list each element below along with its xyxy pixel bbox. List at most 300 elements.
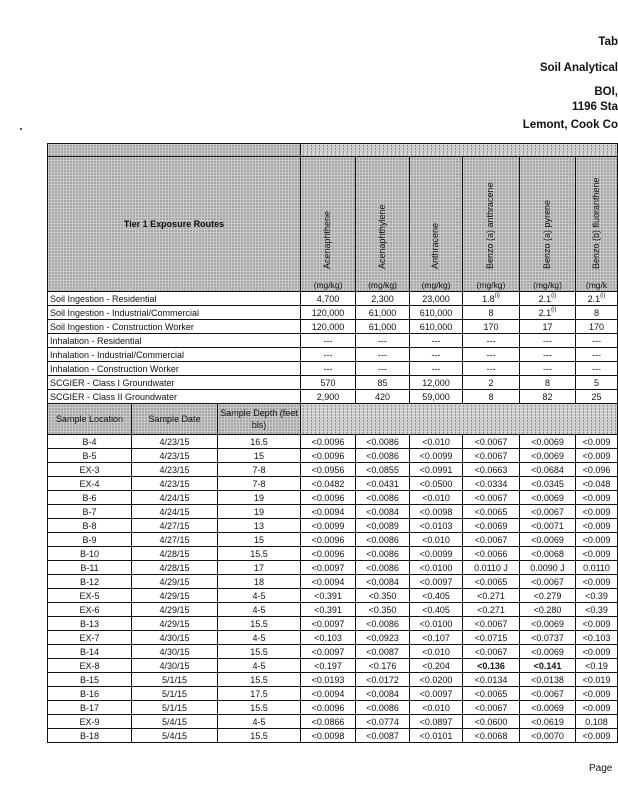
sample-depth: 15.5 — [218, 673, 301, 687]
sample-depth: 15.5 — [218, 701, 301, 715]
sample-location-header — [48, 404, 132, 435]
result-value: <0.350 — [356, 589, 410, 603]
table-row — [48, 617, 618, 631]
sample-location: B-17 — [48, 701, 132, 715]
sample-location: EX-5 — [48, 589, 132, 603]
criteria-value — [576, 348, 618, 362]
result-value: <0.0600 — [463, 715, 520, 729]
result-value: <0.0172 — [356, 673, 410, 687]
sample-depth: 17 — [218, 561, 301, 575]
result-value: <0.009 — [576, 505, 618, 519]
sample-location: EX-3 — [48, 463, 132, 477]
sample-date: 4/29/15 — [132, 603, 218, 617]
criteria-number: 170 — [483, 321, 499, 332]
criteria-number: 61,000 — [368, 307, 397, 318]
sample-location-label: Sample Location — [55, 414, 124, 424]
sample-date: 4/24/15 — [132, 491, 218, 505]
result-value: <0.0086 — [356, 561, 410, 575]
result-value: <0.141 — [520, 659, 576, 673]
sample-date: 4/29/15 — [132, 575, 218, 589]
table-row — [48, 659, 618, 673]
table-row — [48, 715, 618, 729]
criteria-value — [520, 376, 576, 390]
result-value: <0.0737 — [520, 631, 576, 645]
result-value: <0.0619 — [520, 715, 576, 729]
sample-location: EX-4 — [48, 477, 132, 491]
criteria-number: 8 — [488, 391, 494, 402]
analyte-unit: (mg/kg) — [476, 280, 506, 290]
sample-location: B-12 — [48, 575, 132, 589]
sample-depth-header — [218, 404, 301, 435]
result-value: <0.0099 — [410, 547, 463, 561]
result-value: <0.009 — [576, 687, 618, 701]
criteria-number: 120,000 — [311, 321, 345, 332]
result-value: <0.350 — [356, 603, 410, 617]
sample-location: EX-9 — [48, 715, 132, 729]
sample-date-label: Sample Date — [148, 414, 201, 424]
sample-date: 4/29/15 — [132, 617, 218, 631]
sample-location: EX-8 — [48, 659, 132, 673]
result-value: 0.108 — [576, 715, 618, 729]
sample-location: B-14 — [48, 645, 132, 659]
criteria-value — [356, 390, 410, 404]
criteria-value — [463, 348, 520, 362]
criteria-number: --- — [543, 349, 552, 360]
table-row — [48, 491, 618, 505]
table-row — [48, 505, 618, 519]
result-value: <0.0096 — [301, 435, 356, 449]
result-value: <0.0069 — [463, 519, 520, 533]
page-number: Page — [589, 763, 613, 774]
criteria-value — [463, 390, 520, 404]
result-value: <0.009 — [576, 729, 618, 743]
sample-date: 4/30/15 — [132, 645, 218, 659]
result-value: <0.136 — [463, 659, 520, 673]
analyte-header-2 — [410, 157, 463, 292]
table-row — [48, 547, 618, 561]
criteria-value — [520, 334, 576, 348]
criteria-label: Inhalation - Construction Worker — [48, 362, 301, 376]
criteria-value — [576, 390, 618, 404]
criteria-row — [48, 348, 618, 362]
result-value: 0.0110 J — [463, 561, 520, 575]
result-value: <0.009 — [576, 617, 618, 631]
criteria-value — [356, 306, 410, 320]
sample-depth: 4-5 — [218, 603, 301, 617]
criteria-label: Inhalation - Residential — [48, 334, 301, 348]
criteria-number: --- — [592, 363, 601, 374]
criteria-value — [301, 376, 356, 390]
result-value: <0.0086 — [356, 547, 410, 561]
result-value: <0.009 — [576, 519, 618, 533]
criteria-label: Soil Ingestion - Industrial/Commercial — [48, 306, 301, 320]
criteria-number: 570 — [320, 377, 336, 388]
criteria-number: 25 — [591, 391, 602, 402]
sample-depth: 7-8 — [218, 463, 301, 477]
criteria-value — [410, 390, 463, 404]
criteria-value — [520, 390, 576, 404]
result-value: <0.0067 — [463, 617, 520, 631]
criteria-value — [410, 348, 463, 362]
criteria-value — [576, 376, 618, 390]
criteria-number: 5 — [593, 377, 599, 388]
sample-location: B-13 — [48, 617, 132, 631]
result-value: <0.280 — [520, 603, 576, 617]
criteria-number: --- — [543, 363, 552, 374]
result-value: <0.279 — [520, 589, 576, 603]
criteria-row — [48, 390, 618, 404]
result-value: <0.0897 — [410, 715, 463, 729]
result-value: <0.0086 — [356, 435, 410, 449]
result-value: <0.0101 — [410, 729, 463, 743]
result-value: <0.0098 — [301, 729, 356, 743]
result-value: <0.009 — [576, 701, 618, 715]
analyte-name: Anthracene — [430, 222, 440, 269]
sample-header-fill — [301, 404, 618, 435]
criteria-number: 8 — [593, 307, 599, 318]
result-value: <0.0067 — [463, 533, 520, 547]
result-value: <0.0089 — [356, 519, 410, 533]
result-value: <0.0097 — [301, 645, 356, 659]
criteria-value — [576, 334, 618, 348]
soil-analytical-table — [47, 143, 618, 743]
sample-depth: 16.5 — [218, 435, 301, 449]
criteria-number: 2 — [488, 377, 494, 388]
table-row — [48, 687, 618, 701]
criteria-row — [48, 320, 618, 334]
result-value: <0.405 — [410, 603, 463, 617]
sample-date: 4/28/15 — [132, 547, 218, 561]
sample-depth: 13 — [218, 519, 301, 533]
site-name: BOI, — [594, 86, 618, 98]
result-value: <0.0067 — [520, 575, 576, 589]
criteria-number: --- — [592, 335, 601, 346]
table-title: Tab — [598, 36, 618, 48]
sample-date: 4/28/15 — [132, 561, 218, 575]
result-value: 0.0090 J — [520, 561, 576, 575]
result-value: <0.0087 — [356, 729, 410, 743]
sample-depth: 15 — [218, 533, 301, 547]
result-value: <0.0068 — [463, 729, 520, 743]
table-row — [48, 435, 618, 449]
result-value: <0.0067 — [463, 645, 520, 659]
result-value: <0.0098 — [410, 505, 463, 519]
result-value: <0.176 — [356, 659, 410, 673]
result-value: <0.0099 — [301, 519, 356, 533]
result-value: <0.009 — [576, 435, 618, 449]
result-value: <0.0103 — [410, 519, 463, 533]
result-value: <0.0100 — [410, 561, 463, 575]
criteria-value — [356, 362, 410, 376]
criteria-value — [410, 362, 463, 376]
criteria-number: 82 — [542, 391, 553, 402]
criteria-number: --- — [486, 363, 496, 374]
analyte-header-top — [301, 144, 618, 157]
table-row — [48, 449, 618, 463]
sample-date: 4/23/15 — [132, 435, 218, 449]
result-value: <0.0065 — [463, 505, 520, 519]
criteria-value — [301, 348, 356, 362]
result-value: <0.0097 — [410, 575, 463, 589]
criteria-value — [520, 348, 576, 362]
analyte-unit: (mg/kg) — [368, 280, 397, 290]
analyte-header-row — [48, 157, 618, 292]
sample-date: 4/23/15 — [132, 477, 218, 491]
result-value: <0.0866 — [301, 715, 356, 729]
table-row — [48, 701, 618, 715]
result-value: <0.0097 — [410, 687, 463, 701]
sample-date: 5/4/15 — [132, 715, 218, 729]
sample-location: B-15 — [48, 673, 132, 687]
result-value: <0.0070 — [520, 729, 576, 743]
sample-depth: 15 — [218, 449, 301, 463]
result-value: <0.0094 — [301, 505, 356, 519]
criteria-value — [356, 320, 410, 334]
sample-date: 4/24/15 — [132, 505, 218, 519]
result-value: <0.0684 — [520, 463, 576, 477]
result-value: <0.405 — [410, 589, 463, 603]
sample-date: 4/30/15 — [132, 659, 218, 673]
result-value: <0.0084 — [356, 575, 410, 589]
result-value: <0.0094 — [301, 687, 356, 701]
criteria-value — [576, 292, 618, 306]
sample-depth: 4-5 — [218, 659, 301, 673]
criteria-number: 12,000 — [422, 377, 450, 388]
result-value: <0.0086 — [356, 701, 410, 715]
criteria-label: Soil Ingestion - Residential — [48, 292, 301, 306]
sample-location: B-8 — [48, 519, 132, 533]
result-value: 0.0110 — [576, 561, 618, 575]
result-value: <0.0923 — [356, 631, 410, 645]
sample-location: EX-6 — [48, 603, 132, 617]
result-value: <0.010 — [410, 645, 463, 659]
criteria-value — [356, 348, 410, 362]
sample-location: B-5 — [48, 449, 132, 463]
analyte-header-5 — [576, 157, 618, 292]
sample-date-header — [132, 404, 218, 435]
criteria-number: 2.1 — [538, 293, 552, 304]
criteria-number: --- — [378, 363, 387, 374]
criteria-value — [410, 306, 463, 320]
result-value: <0.0345 — [520, 477, 576, 491]
criteria-value — [463, 306, 520, 320]
criteria-number: 59,000 — [422, 391, 450, 402]
criteria-value — [463, 334, 520, 348]
sample-depth: 19 — [218, 491, 301, 505]
result-value: <0.0096 — [301, 533, 356, 547]
criteria-number: 2,300 — [371, 293, 394, 304]
criteria-number: --- — [323, 335, 333, 346]
criteria-number: --- — [431, 349, 441, 360]
result-value: <0.0500 — [410, 477, 463, 491]
criteria-value — [520, 306, 576, 320]
result-value: <0.19 — [576, 659, 618, 673]
result-value: <0.0138 — [520, 673, 576, 687]
footnote-marker: (i) — [600, 292, 606, 299]
result-value: <0.0069 — [520, 491, 576, 505]
table-row — [48, 463, 618, 477]
result-value: <0.0084 — [356, 505, 410, 519]
footnote-marker: (i) — [494, 292, 500, 299]
analyte-header-1 — [356, 157, 410, 292]
criteria-value — [410, 320, 463, 334]
result-value: <0.39 — [576, 603, 618, 617]
criteria-label: Inhalation - Industrial/Commercial — [48, 348, 301, 362]
sample-location: B-18 — [48, 729, 132, 743]
sample-depth: 18 — [218, 575, 301, 589]
criteria-label: SCGIER - Class I Groundwater — [48, 376, 301, 390]
scan-speck — [20, 128, 22, 130]
criteria-number: --- — [431, 363, 441, 374]
result-value: <0.0067 — [463, 491, 520, 505]
criteria-number: --- — [486, 335, 496, 346]
result-value: <0.0094 — [301, 575, 356, 589]
table-subtitle: Soil Analytical — [539, 62, 618, 74]
sample-depth: 7-8 — [218, 477, 301, 491]
result-value: <0.0067 — [520, 687, 576, 701]
sample-date: 4/27/15 — [132, 533, 218, 547]
sample-depth: 17.5 — [218, 687, 301, 701]
criteria-value — [301, 292, 356, 306]
criteria-number: 610,000 — [419, 321, 453, 332]
criteria-number: 420 — [374, 391, 391, 402]
criteria-value — [463, 376, 520, 390]
criteria-number: 8 — [488, 307, 494, 318]
sample-depth: 4-5 — [218, 589, 301, 603]
result-value: <0.0086 — [356, 491, 410, 505]
result-value: <0.096 — [576, 463, 618, 477]
result-value: <0.0069 — [520, 645, 576, 659]
criteria-value — [463, 362, 520, 376]
criteria-row — [48, 362, 618, 376]
result-value: <0.0069 — [520, 533, 576, 547]
criteria-number: --- — [543, 335, 552, 346]
table-row — [48, 561, 618, 575]
result-value: <0.391 — [301, 603, 356, 617]
result-value: <0.019 — [576, 673, 618, 687]
sample-depth-label: Sample Depth (feet bls) — [220, 408, 298, 430]
result-value: <0.0099 — [410, 449, 463, 463]
criteria-number: --- — [378, 335, 387, 346]
criteria-number: --- — [323, 363, 333, 374]
result-value: <0.009 — [576, 533, 618, 547]
criteria-number: 4,700 — [316, 293, 340, 304]
sample-depth: 15.5 — [218, 645, 301, 659]
result-value: <0.39 — [576, 589, 618, 603]
footnote-marker: (i) — [551, 292, 557, 299]
sample-date: 5/1/15 — [132, 687, 218, 701]
result-value: <0.0069 — [520, 617, 576, 631]
criteria-number: --- — [323, 349, 333, 360]
result-value: <0.0097 — [301, 617, 356, 631]
criteria-value — [576, 306, 618, 320]
result-value: <0.0066 — [463, 547, 520, 561]
result-value: <0.0068 — [520, 547, 576, 561]
criteria-number: --- — [431, 335, 441, 346]
result-value: <0.010 — [410, 701, 463, 715]
sample-date: 4/23/15 — [132, 463, 218, 477]
criteria-value — [410, 376, 463, 390]
sample-depth: 4-5 — [218, 715, 301, 729]
result-value: <0.0334 — [463, 477, 520, 491]
sample-depth: 15.5 — [218, 617, 301, 631]
result-value: <0.010 — [410, 435, 463, 449]
result-value: <0.0086 — [356, 449, 410, 463]
sample-header-row — [48, 404, 618, 435]
result-value: <0.0087 — [356, 645, 410, 659]
result-value: <0.0431 — [356, 477, 410, 491]
sample-location: B-7 — [48, 505, 132, 519]
criteria-value — [301, 390, 356, 404]
result-value: <0.009 — [576, 491, 618, 505]
result-value: <0.0193 — [301, 673, 356, 687]
sample-date: 4/23/15 — [132, 449, 218, 463]
result-value: <0.0097 — [301, 561, 356, 575]
criteria-number: 61,000 — [368, 321, 397, 332]
criteria-value — [356, 292, 410, 306]
criteria-value — [576, 320, 618, 334]
result-value: <0.0065 — [463, 575, 520, 589]
criteria-number: 2.1 — [587, 293, 601, 304]
result-value: <0.107 — [410, 631, 463, 645]
table-row — [48, 589, 618, 603]
result-value: <0.0069 — [520, 701, 576, 715]
criteria-number: 17 — [542, 321, 553, 332]
sample-depth: 15.5 — [218, 729, 301, 743]
analyte-name: Benzo (a) pyrene — [541, 199, 552, 269]
result-value: <0.0071 — [520, 519, 576, 533]
criteria-label: SCGIER - Class II Groundwater — [48, 390, 301, 404]
table-row — [48, 603, 618, 617]
criteria-number: 120,000 — [311, 307, 345, 318]
table-row — [48, 575, 618, 589]
analyte-header-4 — [520, 157, 576, 292]
criteria-number: 85 — [377, 377, 388, 388]
result-value: <0.0086 — [356, 617, 410, 631]
table-row — [48, 673, 618, 687]
result-value: <0.0067 — [520, 505, 576, 519]
analyte-unit: (mg/kg) — [533, 280, 562, 290]
result-value: <0.0134 — [463, 673, 520, 687]
criteria-number: --- — [486, 349, 496, 360]
criteria-value — [410, 334, 463, 348]
analyte-unit: (mg/k — [585, 280, 608, 290]
result-value: <0.0715 — [463, 631, 520, 645]
sample-depth: 15.5 — [218, 547, 301, 561]
result-value: <0.0067 — [463, 449, 520, 463]
sample-date: 4/29/15 — [132, 589, 218, 603]
result-value: <0.009 — [576, 547, 618, 561]
result-value: <0.103 — [576, 631, 618, 645]
criteria-row — [48, 376, 618, 390]
result-value: <0.0774 — [356, 715, 410, 729]
criteria-row — [48, 292, 618, 306]
exposure-routes-label: Tier 1 Exposure Routes — [123, 219, 225, 229]
table-row — [48, 519, 618, 533]
table-row — [48, 533, 618, 547]
sample-location: B-6 — [48, 491, 132, 505]
sample-depth: 19 — [218, 505, 301, 519]
sample-location: B-16 — [48, 687, 132, 701]
analyte-header-0 — [301, 157, 356, 292]
exposure-routes-header — [48, 157, 301, 292]
result-value: <0.0096 — [301, 701, 356, 715]
criteria-value — [301, 334, 356, 348]
result-value: <0.0855 — [356, 463, 410, 477]
criteria-value — [356, 334, 410, 348]
result-value: <0.0991 — [410, 463, 463, 477]
result-value: <0.0065 — [463, 687, 520, 701]
